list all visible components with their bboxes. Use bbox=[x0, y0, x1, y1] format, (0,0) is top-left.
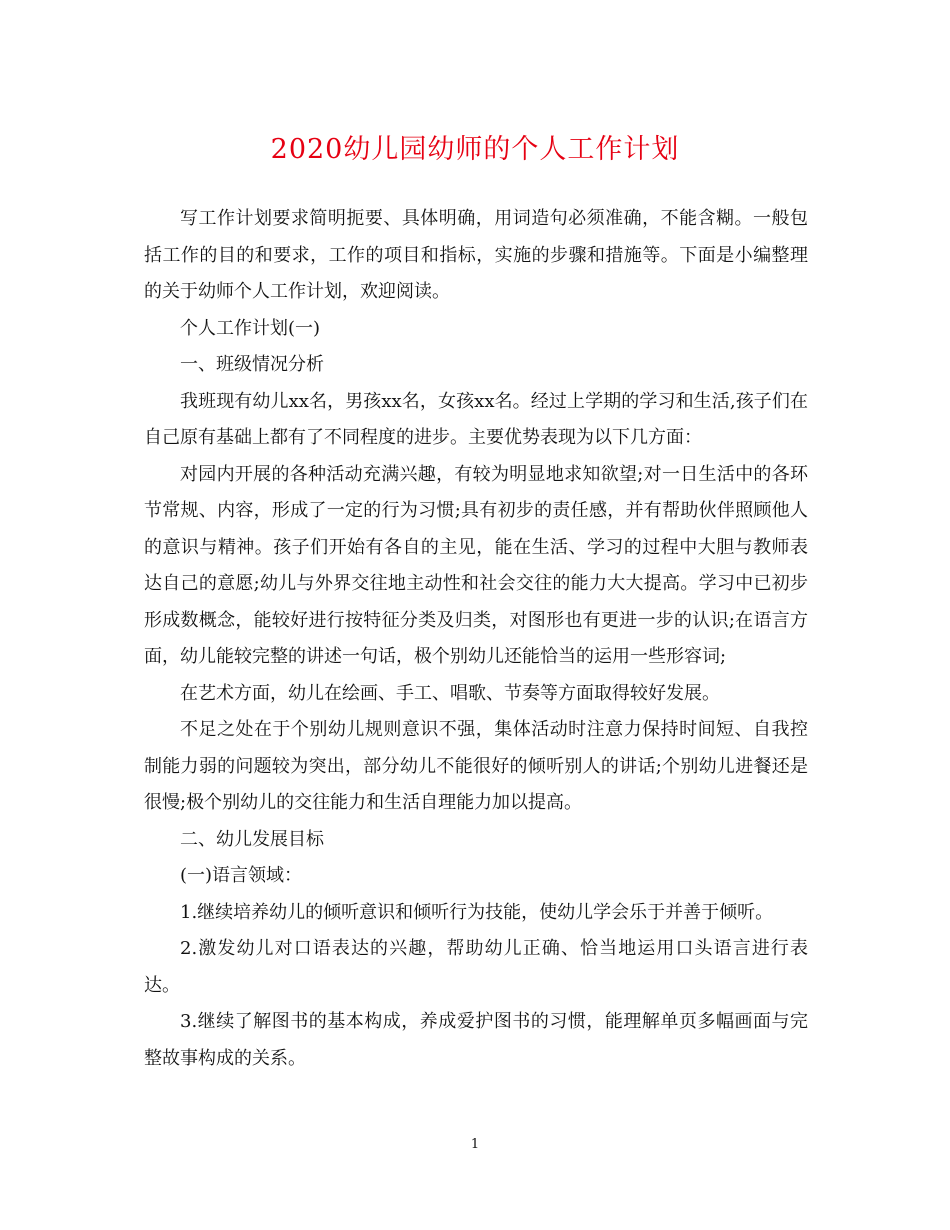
intro-paragraph: 写工作计划要求简明扼要、具体明确，用词造句必须准确，不能含糊。一般包括工作的目的和要求，工作的项目和指标，实施的步骤和措施等。下面是小编整理的关于幼师个人工作计划，欢迎阅读。 bbox=[144, 208, 808, 302]
document-title: 2020幼儿园幼师的个人工作计划 bbox=[270, 134, 680, 165]
document-body bbox=[144, 201, 808, 1077]
page-number: 1 bbox=[470, 1137, 480, 1152]
goal-item-2: 2.激发幼儿对口语表达的兴趣，帮助幼儿正确、恰当地运用口头语言进行表达。 bbox=[144, 938, 808, 996]
plan-heading: 个人工作计划(一) bbox=[180, 317, 321, 339]
strengths-paragraph: 对园内开展的各种活动充满兴趣，有较为明显地求知欲望;对一日生活中的各环节常规、内容，形成了一定的行为习惯;具有初步的责任感，并有帮助伙伴照顾他人的意识与精神。孩子们开始有各自的主见，能在生活、学习的过程中大胆与教师表达自己的意愿;幼儿与外界交往地主动性和社会交往的能力大大提高。学习中已初步形成数概念，能较好进行按特征分类及归类，对图形也有更进一步的认识;在语言方面，幼儿能较完整的讲述一句话，极个别幼儿还能恰当的运用一些形容词; bbox=[144, 463, 808, 667]
subsection-heading-language: (一)语言领域： bbox=[180, 865, 303, 886]
section-heading-class-analysis: 一、班级情况分析 bbox=[180, 354, 324, 375]
class-overview-paragraph: 我班现有幼儿xx名，男孩xx名，女孩xx名。经过上学期的学习和生活,孩子们在自己原有基础上都有了不同程度的进步。主要优势表现为以下几方面： bbox=[144, 390, 808, 448]
art-paragraph: 在艺术方面，幼儿在绘画、手工、唱歌、节奏等方面取得较好发展。 bbox=[180, 682, 720, 704]
section-heading-goals: 二、幼儿发展目标 bbox=[180, 828, 324, 850]
goal-item-3: 3.继续了解图书的基本构成，养成爱护图书的习惯，能理解单页多幅画面与完整故事构成的关系。 bbox=[144, 1011, 808, 1069]
weaknesses-paragraph: 不足之处在于个别幼儿规则意识不强，集体活动时注意力保持时间短、自我控制能力弱的问题较为突出，部分幼儿不能很好的倾听别人的讲话;个别幼儿进餐还是很慢;极个别幼儿的交往能力和生活自理能力加以提高。 bbox=[144, 719, 808, 813]
goal-item-1: 1.继续培养幼儿的倾听意识和倾听行为技能，使幼儿学会乐于并善于倾听。 bbox=[180, 901, 774, 923]
